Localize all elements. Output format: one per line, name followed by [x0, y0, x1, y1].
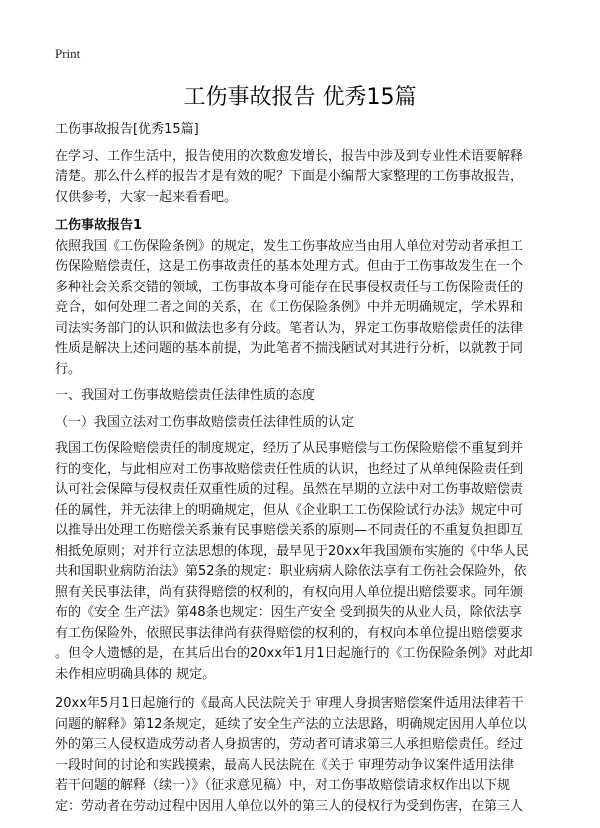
- page-title: 工伤事故报告 优秀15篇: [183, 85, 417, 110]
- text-line: 若干问题的解释（续一）》（征求意见稿）中，对工伤事故赔偿请求权作出以下规: [55, 778, 511, 793]
- text-line: 问题的解释》第12条规定，延续了安全生产法的立法思路，明确规定因用人单位以: [55, 716, 527, 732]
- text-line: 依照我国《工伤保险条例》的规定，发生工伤事故应当由用人单位对劳动者承担工: [55, 238, 524, 254]
- section-title: 一、我国对工伤事故赔偿责任法律性质的态度: [55, 388, 316, 403]
- text-line: 任的属性，并无法律上的明确规定，但从《企业职工工伤保险试行办法》规定中可: [55, 502, 524, 518]
- text-line: 清楚。那么什么样的报告才是有效的呢？下面是小编帮大家整理的工伤事故报告，: [55, 169, 524, 184]
- intro-paragraph: [55, 147, 555, 209]
- paragraph: [55, 439, 555, 685]
- text-line: 有工伤保险外，依照民事法律尚有获得赔偿的权利的，有权向本单位提出赔偿要求: [55, 625, 524, 641]
- section-heading: 工伤事故报告1: [55, 218, 143, 233]
- text-line: 照有关民事法律，尚有获得赔偿的权利的，有权向用人单位提出赔偿要求。同年颁: [55, 584, 524, 600]
- text-line: 20xx年5月1日起施行的《最高人民法院关于 审理人身损害赔偿案件适用法律若干: [55, 696, 524, 711]
- document-body: [55, 120, 555, 817]
- text-line: 共和国职业病防治法》第52条的规定：职业病病人除依法享有工伤社会保险外，依: [55, 564, 527, 579]
- print-link[interactable]: Print: [55, 46, 81, 61]
- text-line: 以推导出处理工伤赔偿关系兼有民事赔偿关系的原则—不同责任的不重复负担即互: [55, 523, 524, 538]
- text-line: 多种社会关系交错的领域，工伤事故本身可能存在民事侵权责任与工伤保险责任的: [55, 279, 524, 295]
- text-line: 竞合，如何处理二者之间的关系，在《工伤保险条例》中并无明确规定，学术界和: [55, 300, 524, 315]
- text-line: 我国工伤保险赔偿责任的制度规定，经历了从民事赔偿与工伤保险赔偿不重复到并: [55, 441, 524, 456]
- text-line: 仅供参考，大家一起来看看吧。: [55, 189, 238, 205]
- text-line: 行的变化，与此相应对工伤事故赔偿责任性质的认识，也经过了从单纯保险责任到: [55, 461, 524, 477]
- text-line: 认可社会保障与侵权责任双重性质的过程。虽然在早期的立法中对工伤事故赔偿责: [55, 482, 524, 497]
- text-line: 行。: [55, 361, 82, 377]
- text-line: 司法实务部门的认识和做法也多有分歧。笔者认为，界定工伤事故赔偿责任的法律: [55, 320, 524, 336]
- subtitle: 工伤事故报告[优秀15篇]: [55, 122, 199, 137]
- text-line: 定：劳动者在劳动过程中因用人单位以外的第三人的侵权行为受到伤害，在第三人: [55, 798, 524, 814]
- text-line: 外的第三人侵权造成劳动者人身损害的，劳动者可请求第三人承担赔偿责任。经过: [55, 737, 524, 752]
- text-line: 未作相应明确具体的 规定。: [55, 666, 216, 682]
- text-line: 布的《安全 生产法》第48条也规定：因生产安全 受到损失的从业人员，除依法享: [55, 605, 522, 620]
- text-line: 伤保险赔偿责任，这是工伤事故责任的基本处理方式。但由于工伤事故发生在一个: [55, 259, 524, 274]
- text-line: 在学习、工作生活中，报告使用的次数愈发增长，报告中涉及到专业性术语要解释: [55, 148, 524, 164]
- text-line: 性质是解决上述问题的基本前提，为此笔者不揣浅陋试对其进行分析，以就教于同: [55, 341, 524, 356]
- subsection-title: （一）我国立法对工伤事故赔偿责任法律性质的认定: [55, 414, 355, 430]
- text-line: 。但令人遗憾的是，在其后出台的20xx年1月1日起施行的《工伤保险条例》对此却: [55, 646, 533, 661]
- paragraph: [55, 694, 555, 817]
- paragraph: [55, 237, 555, 381]
- text-line: 一段时间的讨论和实践摸索，最高人民法院在《关于 审理劳动争议案件适用法律: [55, 757, 515, 773]
- text-line: 相抵免原则；对并行立法思想的体现，最早见于20xx年我国颁布实施的《中华人民: [55, 543, 529, 559]
